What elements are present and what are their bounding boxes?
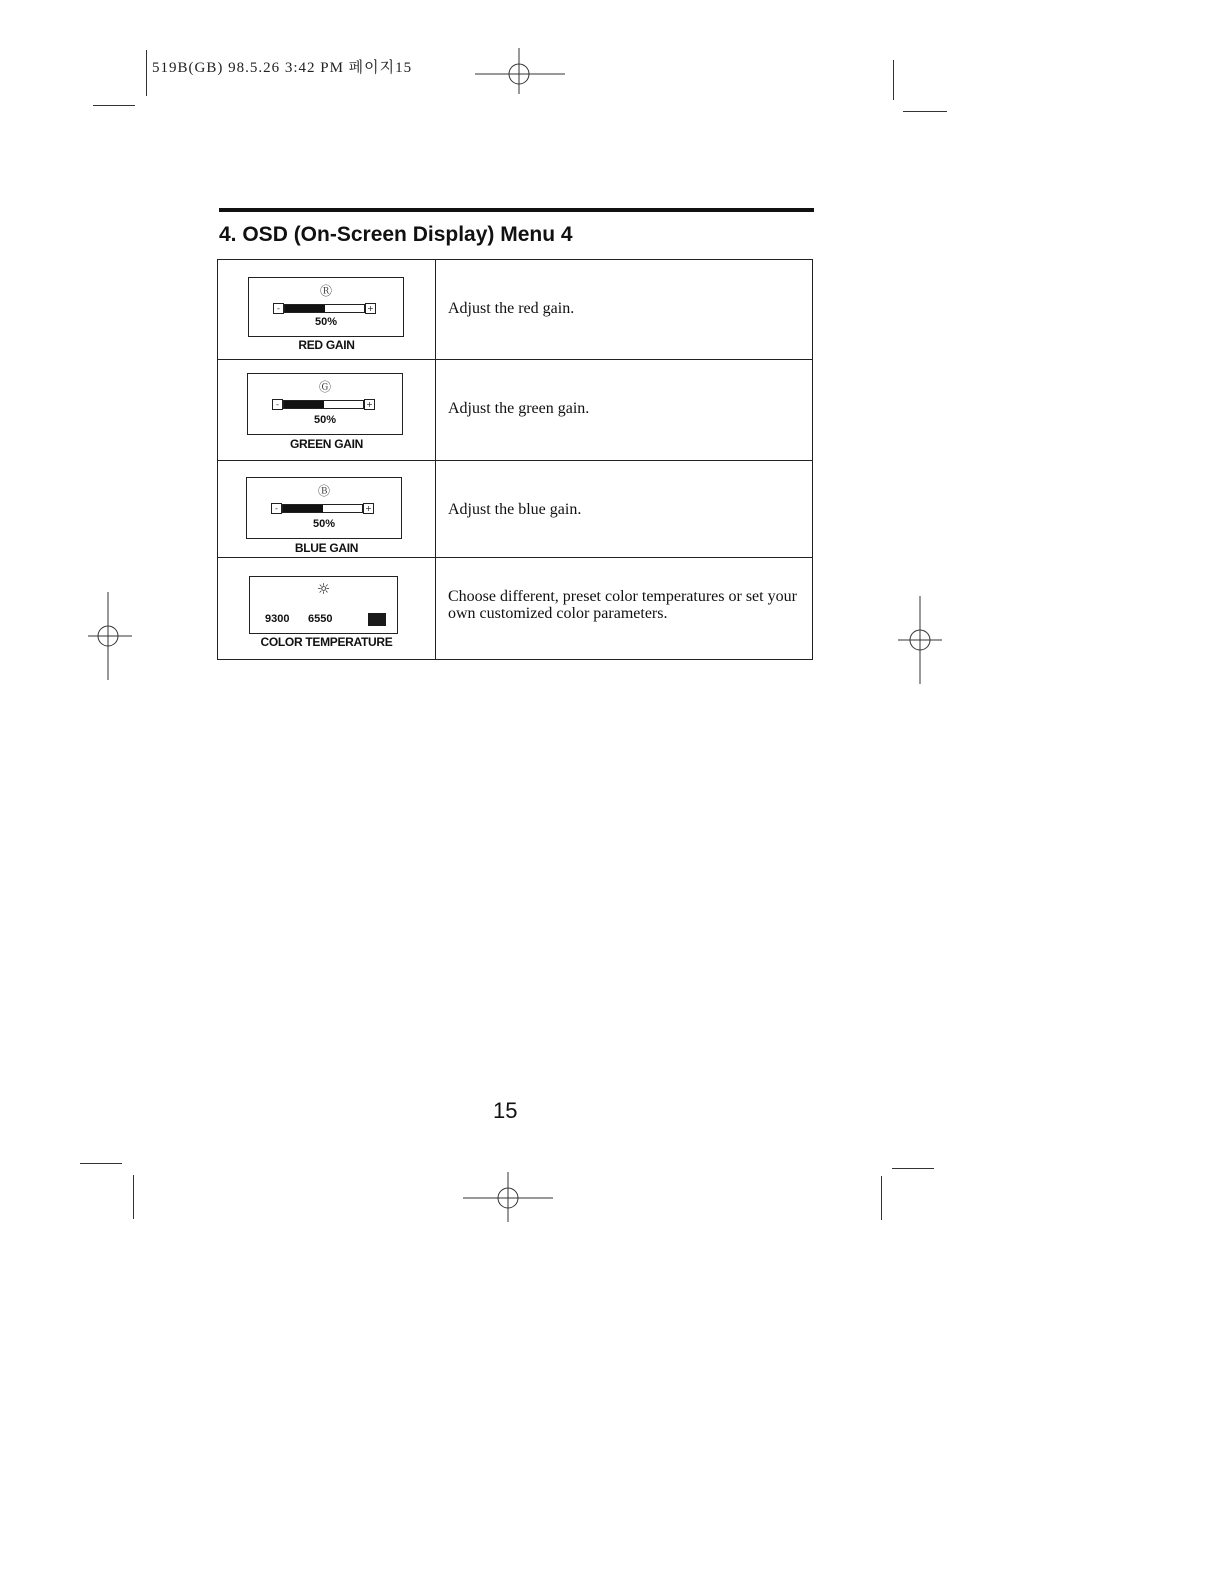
osd-window <box>246 477 402 539</box>
crop-mark <box>133 1175 134 1219</box>
registration-mark-icon <box>463 1172 553 1222</box>
description-cell <box>436 260 812 359</box>
temp-option-9300[interactable]: 9300 <box>265 613 290 625</box>
table-row <box>218 460 812 557</box>
percent-label: 50% <box>313 414 337 426</box>
section-rule <box>219 208 814 212</box>
description-text: Adjust the green gain. <box>448 400 590 417</box>
b-circle-icon: Ⓑ <box>317 484 330 498</box>
minus-button[interactable]: - <box>271 503 282 514</box>
description-cell <box>436 461 812 557</box>
osd-menu-table <box>217 259 813 660</box>
crop-mark <box>893 60 894 100</box>
table-row <box>218 260 812 359</box>
description-cell <box>436 360 812 460</box>
plus-button[interactable]: + <box>365 303 376 314</box>
osd-caption: GREEN GAIN <box>289 437 363 451</box>
gain-slider[interactable] <box>271 503 375 514</box>
description-text: Choose different, preset color temperatures or set your own customized color parameters. <box>448 588 797 622</box>
osd-caption: RED GAIN <box>298 338 355 352</box>
registration-mark-icon <box>898 596 942 686</box>
osd-preview-cell <box>218 360 436 460</box>
slider-track <box>283 400 364 409</box>
crop-mark <box>903 111 947 112</box>
plus-button[interactable]: + <box>363 503 374 514</box>
minus-button[interactable]: - <box>273 303 284 314</box>
sun-icon: ☼ <box>316 580 331 598</box>
section-title: 4. OSD (On-Screen Display) Menu 4 <box>219 223 573 246</box>
registration-mark-icon <box>88 592 132 682</box>
crop-mark <box>80 1163 122 1164</box>
crop-mark <box>93 105 135 106</box>
osd-preview-cell <box>218 260 436 359</box>
description-text: Adjust the blue gain. <box>448 501 582 518</box>
gain-slider[interactable] <box>273 303 377 314</box>
print-header: 519B(GB) 98.5.26 3:42 PM 페이지15 <box>152 60 413 76</box>
percent-label: 50% <box>314 316 338 328</box>
osd-window <box>248 277 404 337</box>
table-row <box>218 557 812 659</box>
crop-mark <box>881 1176 882 1220</box>
osd-window <box>247 373 403 435</box>
page-number: 15 <box>493 1098 518 1123</box>
g-circle-icon: Ⓖ <box>318 380 331 394</box>
table-row <box>218 359 812 460</box>
description-text: Adjust the red gain. <box>448 300 575 317</box>
osd-caption: BLUE GAIN <box>294 541 359 555</box>
user-temp-swatch[interactable] <box>368 613 386 626</box>
temp-option-6550[interactable]: 6550 <box>308 613 333 625</box>
crop-mark <box>892 1168 934 1169</box>
slider-fill <box>283 505 323 512</box>
osd-window <box>249 576 398 634</box>
r-circle-icon: Ⓡ <box>319 284 332 298</box>
osd-caption: COLOR TEMPERATURE <box>260 635 393 649</box>
crop-mark <box>146 50 147 96</box>
plus-button[interactable]: + <box>364 399 375 410</box>
slider-fill <box>284 401 324 408</box>
description-cell <box>436 558 812 659</box>
percent-label: 50% <box>312 518 336 530</box>
gain-slider[interactable] <box>272 399 376 410</box>
osd-preview-cell <box>218 558 436 659</box>
registration-mark-icon <box>475 48 565 94</box>
slider-track <box>284 304 365 313</box>
osd-preview-cell <box>218 461 436 557</box>
slider-track <box>282 504 363 513</box>
slider-fill <box>285 305 325 312</box>
minus-button[interactable]: - <box>272 399 283 410</box>
